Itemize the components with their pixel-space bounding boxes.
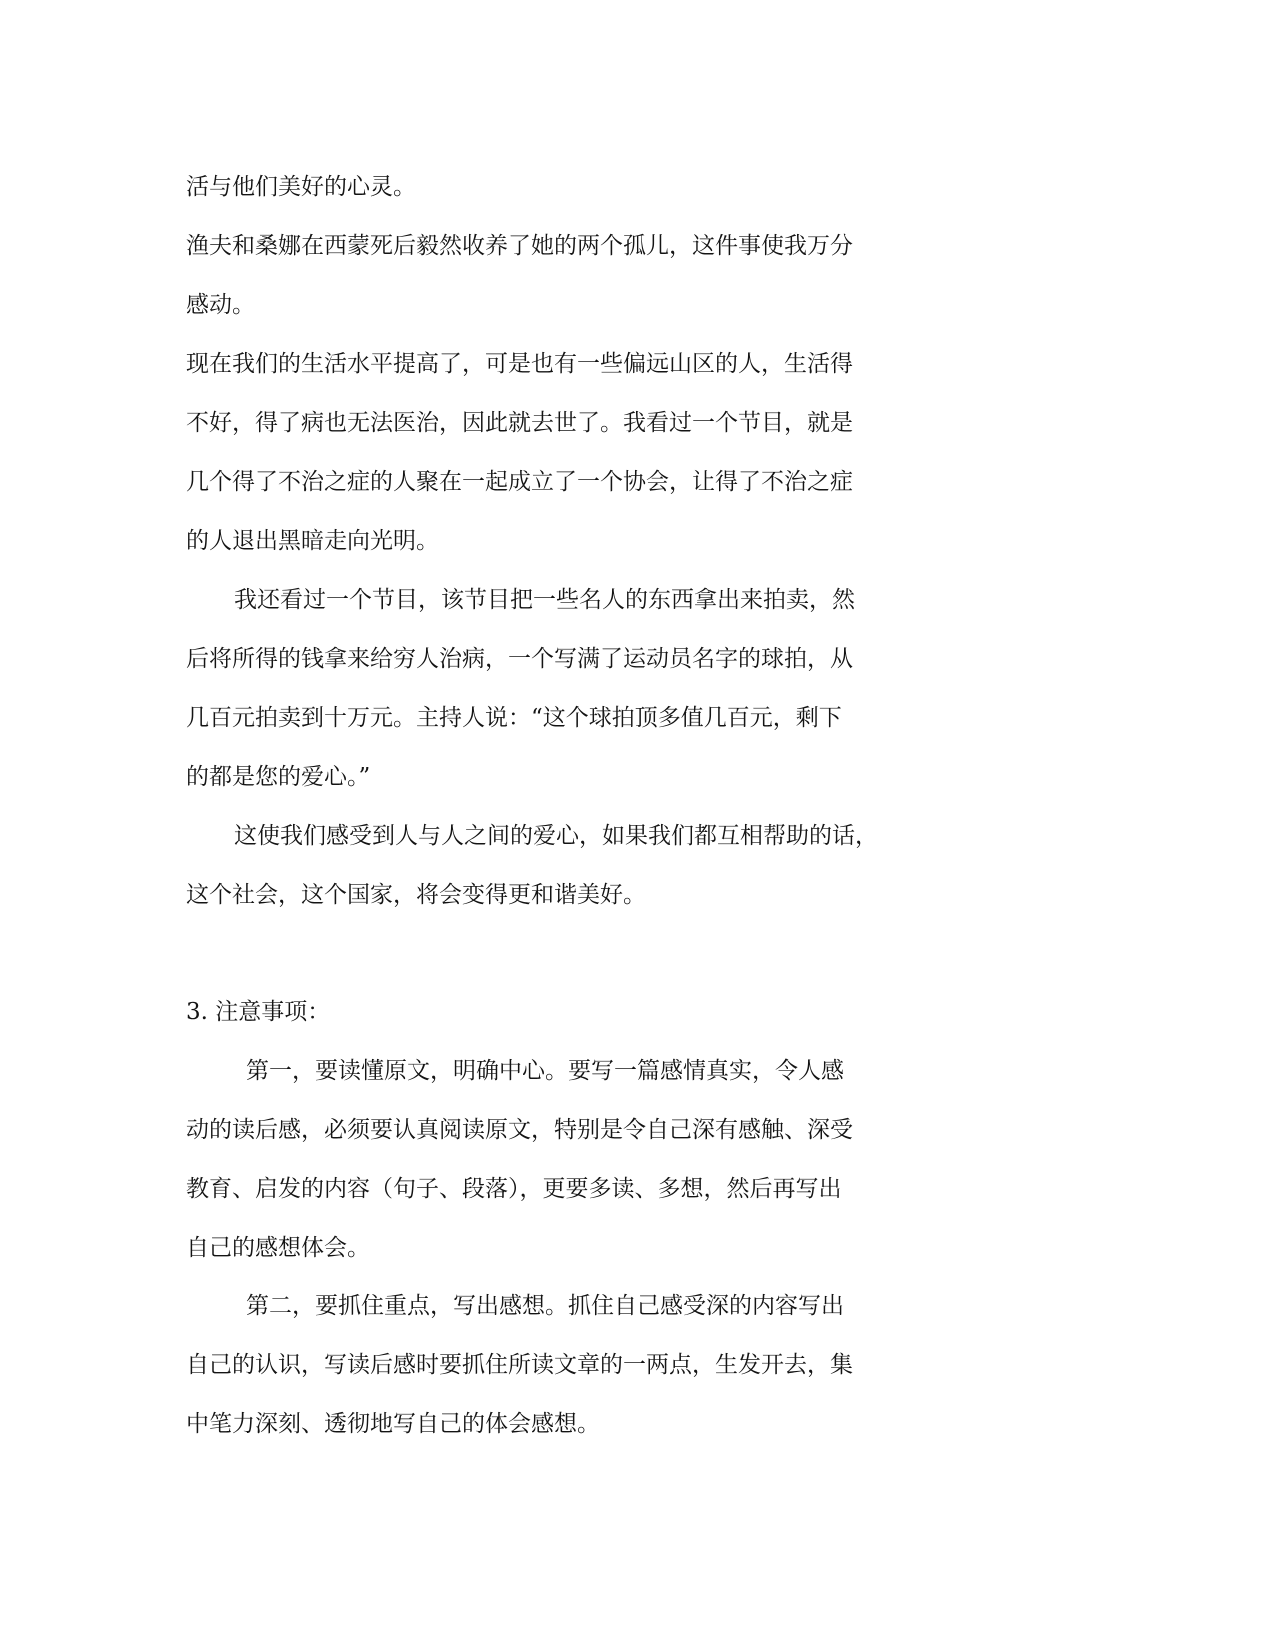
section-heading: 3. 注意事项：	[186, 999, 331, 1025]
text-line: 自己的认识，写读后感时要抓住所读文章的一两点，生发开去，集	[186, 1352, 853, 1378]
text-line: 教育、启发的内容（句子、段落），更要多读、多想，然后再写出	[186, 1176, 842, 1202]
text-line: 不好，得了病也无法医治，因此就去世了。我看过一个节目，就是	[186, 410, 853, 436]
text-line: 的都是您的爱心。”	[186, 764, 371, 790]
text-line: 活与他们美好的心灵。	[186, 174, 416, 200]
text-line: 动的读后感，必须要认真阅读原文，特别是令自己深有感触、深受	[186, 1117, 853, 1143]
text-line: 几个得了不治之症的人聚在一起成立了一个协会，让得了不治之症	[186, 469, 853, 495]
text-line: 几百元拍卖到十万元。主持人说：“这个球拍顶多值几百元，剩下	[186, 705, 842, 731]
text-line: 这个社会，这个国家，将会变得更和谐美好。	[186, 882, 646, 908]
text-line: 第一，要读懂原文，明确中心。要写一篇感情真实，令人感	[246, 1058, 844, 1084]
text-line: 自己的感想体会。	[186, 1235, 370, 1261]
text-line: 我还看过一个节目，该节目把一些名人的东西拿出来拍卖，然	[234, 587, 855, 613]
text-line: 感动。	[186, 292, 255, 318]
text-line: 第二，要抓住重点，写出感想。抓住自己感受深的内容写出	[246, 1293, 844, 1319]
text-line: 的人退出黑暗走向光明。	[186, 528, 439, 554]
text-line: 渔夫和桑娜在西蒙死后毅然收养了她的两个孤儿，这件事使我万分	[186, 233, 853, 259]
text-line: 现在我们的生活水平提高了，可是也有一些偏远山区的人，生活得	[186, 351, 853, 377]
text-line: 这使我们感受到人与人之间的爱心，如果我们都互相帮助的话，	[234, 823, 878, 849]
text-line: 中笔力深刻、透彻地写自己的体会感想。	[186, 1411, 600, 1437]
text-line: 后将所得的钱拿来给穷人治病，一个写满了运动员名字的球拍，从	[186, 646, 853, 672]
